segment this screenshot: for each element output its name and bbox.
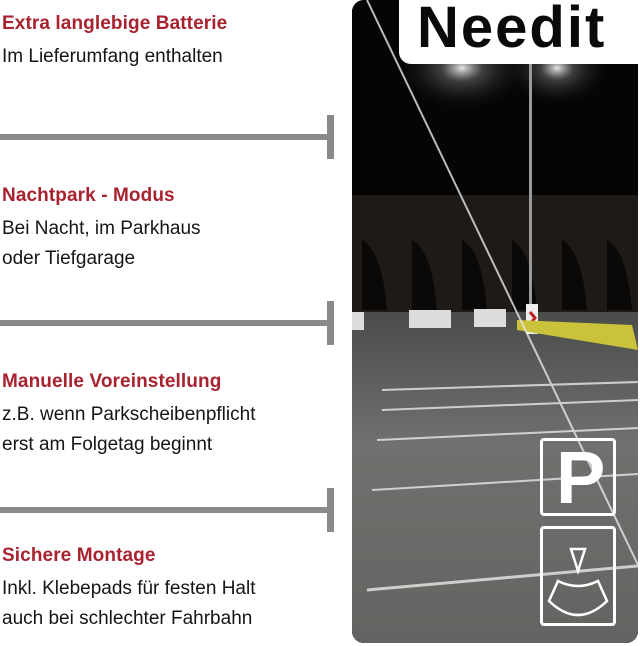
feature-title: Nachtpark - Modus <box>2 185 175 206</box>
parking-disc-icon <box>540 526 616 626</box>
brand-logo <box>399 0 640 64</box>
separator-cap <box>327 301 334 345</box>
feature-line: oder Tiefgarage <box>2 248 136 269</box>
feature-line: z.B. wenn Parkscheibenpflicht <box>2 404 256 425</box>
feature-mounting <box>2 544 332 634</box>
separator-line <box>0 134 332 140</box>
feature-line: Im Lieferumfang enthalten <box>2 46 223 67</box>
feature-title: Sichere Montage <box>2 545 156 566</box>
feature-description <box>2 400 332 460</box>
brand-name: Needit <box>417 0 607 60</box>
parking-sign <box>540 436 616 519</box>
feature-title: Extra langlebige Batterie <box>2 13 228 34</box>
parking-letter: P <box>556 436 606 519</box>
feature-manual-preset <box>2 370 332 460</box>
separator-cap <box>327 115 334 159</box>
separator-line <box>0 507 332 513</box>
feature-battery <box>2 12 332 72</box>
feature-description <box>2 574 332 634</box>
feature-description <box>2 214 332 274</box>
separator-line <box>0 320 332 326</box>
feature-line: Bei Nacht, im Parkhaus <box>2 218 201 239</box>
dial-icon <box>543 529 613 623</box>
separator-cap <box>327 488 334 532</box>
feature-title: Manuelle Voreinstellung <box>2 371 222 392</box>
feature-night-mode <box>2 184 332 274</box>
feature-line: auch bei schlechter Fahrbahn <box>2 608 253 629</box>
feature-line: erst am Folgetag beginnt <box>2 434 213 455</box>
feature-line: Inkl. Klebepads für festen Halt <box>2 578 256 599</box>
feature-description <box>2 42 332 72</box>
